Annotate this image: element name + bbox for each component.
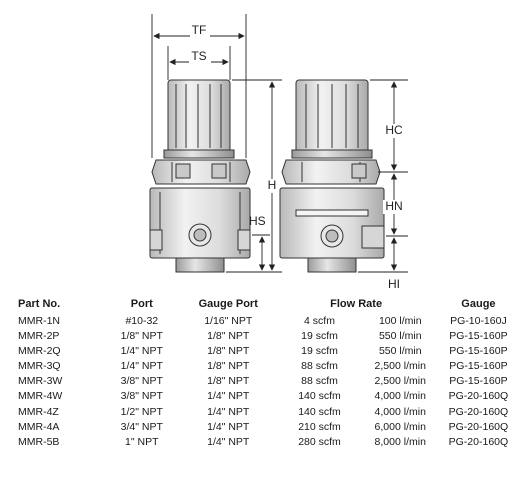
cell-port: 3/8" NPT bbox=[120, 375, 163, 388]
side-view-regulator bbox=[280, 80, 384, 272]
front-base-plug bbox=[176, 258, 224, 272]
col-header-gauge: Gauge bbox=[461, 297, 496, 310]
table-row bbox=[18, 359, 520, 374]
cell-flow-scfm: 4 scfm bbox=[304, 315, 335, 327]
table-row bbox=[18, 435, 520, 450]
cell-port: 3/4" NPT bbox=[120, 420, 163, 433]
cell-flow-lmin: 100 l/min bbox=[378, 315, 422, 327]
cell-flow-scfm: 210 scfm bbox=[298, 420, 341, 433]
dim-label-ts: TS bbox=[191, 49, 207, 63]
table-row bbox=[18, 374, 520, 389]
cell-gauge: PG-20-160Q bbox=[448, 435, 509, 448]
cell-gauge-port: 1/8" NPT bbox=[207, 375, 250, 388]
dim-label-tf: TF bbox=[191, 23, 207, 37]
side-knob bbox=[292, 80, 372, 158]
table-header-row bbox=[18, 296, 520, 314]
cell-part-no: MMR-4A bbox=[18, 420, 60, 433]
cell-flow-scfm: 140 scfm bbox=[298, 405, 341, 418]
dim-label-hc: HC bbox=[385, 123, 403, 137]
cell-gauge: PG-15-160P bbox=[449, 360, 508, 373]
col-header-gauge-port: Gauge Port bbox=[198, 297, 258, 310]
cell-gauge-port: 1/8" NPT bbox=[207, 330, 250, 343]
cell-gauge: PG-15-160P bbox=[449, 345, 508, 358]
cell-flow-scfm: 19 scfm bbox=[301, 330, 338, 343]
front-body bbox=[150, 188, 250, 258]
col-header-port: Port bbox=[130, 297, 153, 310]
cell-port: 1" NPT bbox=[125, 435, 159, 448]
front-view-regulator bbox=[150, 80, 250, 272]
cell-flow-lmin: 4,000 l/min bbox=[374, 405, 426, 418]
cell-gauge: PG-15-160P bbox=[449, 330, 508, 343]
cell-part-no: MMR-1N bbox=[18, 315, 60, 327]
cell-flow-scfm: 19 scfm bbox=[301, 345, 338, 358]
part-spec-table bbox=[18, 296, 520, 450]
cell-gauge: PG-10-160J bbox=[450, 315, 507, 327]
cell-port: #10-32 bbox=[125, 315, 159, 327]
table-row bbox=[18, 314, 520, 329]
dim-label-h: H bbox=[267, 178, 277, 192]
cell-gauge-port: 1/4" NPT bbox=[207, 435, 250, 448]
cell-flow-lmin: 550 l/min bbox=[378, 345, 422, 358]
dim-label-hi: HI bbox=[388, 277, 400, 290]
col-header-part-no: Part No. bbox=[18, 297, 61, 310]
dim-label-hs: HS bbox=[249, 214, 266, 228]
cell-port: 3/8" NPT bbox=[120, 390, 163, 403]
cell-port: 1/4" NPT bbox=[120, 360, 163, 373]
front-nut bbox=[152, 160, 250, 184]
cell-flow-lmin: 4,000 l/min bbox=[374, 390, 426, 403]
cell-gauge-port: 1/8" NPT bbox=[207, 345, 250, 358]
cell-gauge: PG-20-160Q bbox=[448, 420, 509, 433]
cell-flow-scfm: 88 scfm bbox=[301, 375, 338, 388]
cell-part-no: MMR-2Q bbox=[18, 345, 61, 358]
cell-flow-scfm: 140 scfm bbox=[298, 390, 341, 403]
cell-gauge-port: 1/4" NPT bbox=[207, 390, 250, 403]
cell-flow-scfm: 280 scfm bbox=[298, 435, 341, 448]
cell-gauge: PG-20-160Q bbox=[448, 390, 509, 403]
cell-gauge-port: 1/16" NPT bbox=[204, 315, 253, 327]
cell-flow-lmin: 2,500 l/min bbox=[374, 375, 426, 388]
cell-part-no: MMR-4Z bbox=[18, 405, 59, 418]
cell-port: 1/8" NPT bbox=[120, 330, 163, 343]
cell-port: 1/2" NPT bbox=[120, 405, 163, 418]
cell-part-no: MMR-3W bbox=[18, 375, 63, 388]
col-header-flow-rate: Flow Rate bbox=[330, 297, 383, 310]
cell-port: 1/4" NPT bbox=[120, 345, 163, 358]
table-row bbox=[18, 405, 520, 420]
front-knob bbox=[164, 80, 234, 158]
cell-flow-lmin: 550 l/min bbox=[378, 330, 422, 343]
cell-gauge-port: 1/8" NPT bbox=[207, 360, 250, 373]
table-row bbox=[18, 389, 520, 404]
cell-gauge: PG-15-160P bbox=[449, 375, 508, 388]
cell-part-no: MMR-2P bbox=[18, 330, 60, 343]
dim-label-hn: HN bbox=[385, 199, 403, 213]
cell-flow-lmin: 6,000 l/min bbox=[374, 420, 426, 433]
side-base-plug bbox=[308, 258, 356, 272]
side-nut bbox=[282, 160, 380, 184]
cell-part-no: MMR-4W bbox=[18, 390, 63, 403]
cell-part-no: MMR-5B bbox=[18, 435, 60, 448]
table-row bbox=[18, 420, 520, 435]
cell-gauge-port: 1/4" NPT bbox=[207, 405, 250, 418]
cell-flow-scfm: 88 scfm bbox=[301, 360, 338, 373]
cell-flow-lmin: 2,500 l/min bbox=[374, 360, 426, 373]
table-row bbox=[18, 329, 520, 344]
table-row bbox=[18, 344, 520, 359]
side-body bbox=[280, 188, 384, 258]
cell-gauge: PG-20-160Q bbox=[448, 405, 509, 418]
cell-gauge-port: 1/4" NPT bbox=[207, 420, 250, 433]
cell-part-no: MMR-3Q bbox=[18, 360, 61, 373]
cell-flow-lmin: 8,000 l/min bbox=[374, 435, 426, 448]
